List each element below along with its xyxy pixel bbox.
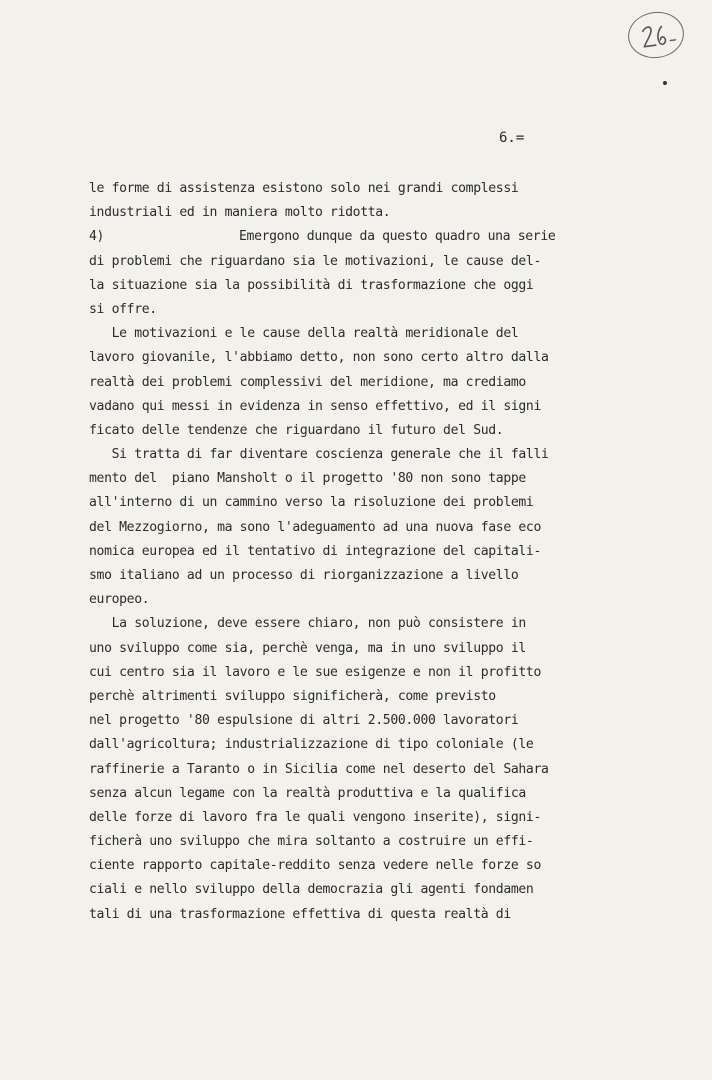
text-line: cui centro sia il lavoro e le sue esigenze e non il profitto xyxy=(89,664,541,680)
text-line: europeo. xyxy=(89,592,150,608)
text-line-numbered xyxy=(89,225,609,249)
text-line: ciali e nello sviluppo della democrazia gli agenti fondamen xyxy=(89,882,534,898)
text-line: all'interno di un cammino verso la risoluzione dei problemi xyxy=(89,495,534,511)
text-line: perchè altrimenti sviluppo significherà, come previsto xyxy=(89,688,496,704)
text-line-content: Emergono dunque da questo quadro una serie xyxy=(239,229,556,245)
text-line: la situazione sia la possibilità di trasformazione che oggi xyxy=(89,277,534,293)
text-line: uno sviluppo come sia, perchè venga, ma in uno sviluppo il xyxy=(89,640,526,656)
handwritten-number-icon xyxy=(626,9,688,62)
text-line: ficato delle tendenze che riguardano il futuro del Sud. xyxy=(89,422,504,438)
text-line: realtà dei problemi complessivi del meridione, ma crediamo xyxy=(89,374,526,390)
text-line: Si tratta di far diventare coscienza generale che il falli xyxy=(89,447,549,463)
text-line: delle forze di lavoro fra le quali vengono inserite), signi- xyxy=(89,809,541,825)
text-line: lavoro giovanile, l'abbiamo detto, non sono certo altro dalla xyxy=(89,350,549,366)
text-line: le forme di assistenza esistono solo nei grandi complessi xyxy=(89,181,519,196)
text-line: di problemi che riguardano sia le motivazioni, le cause del- xyxy=(89,253,541,269)
text-line: nel progetto '80 espulsione di altri 2.500.000 lavoratori xyxy=(89,713,519,729)
text-line: raffinerie a Taranto o in Sicilia come nel deserto del Sahara xyxy=(89,761,549,777)
text-line: dall'agricoltura; industrializzazione di tipo coloniale (le xyxy=(89,737,534,753)
text-line: vadano qui messi in evidenza in senso effettivo, ed il signi xyxy=(89,398,541,414)
text-line: La soluzione, deve essere chiaro, non può consistere in xyxy=(89,616,526,632)
ink-dot xyxy=(663,81,667,85)
text-line: del Mezzogiorno, ma sono l'adeguamento ad una nuova fase eco xyxy=(89,519,541,535)
text-line: Le motivazioni e le cause della realtà meridionale del xyxy=(89,326,519,342)
text-line: si offre. xyxy=(89,301,157,317)
text-line: ciente rapporto capitale-reddito senza vedere nelle forze so xyxy=(89,858,541,874)
text-line: senza alcun legame con la realtà produttiva e la qualifica xyxy=(89,785,526,801)
text-line: mento del piano Mansholt o il progetto '80 non sono tappe xyxy=(89,471,526,487)
text-line: smo italiano ad un processo di riorganizzazione a livello xyxy=(89,568,519,583)
text-line: ficherà uno sviluppo che mira soltanto a costruire un effi- xyxy=(89,834,534,850)
page-number: 6.= xyxy=(499,130,525,146)
body-text xyxy=(89,177,609,927)
list-marker: 4) xyxy=(89,229,105,245)
text-line: tali di una trasformazione effettiva di questa realtà di xyxy=(89,906,511,922)
text-line: industriali ed in maniera molto ridotta. xyxy=(89,205,391,221)
text-line: nomica europea ed il tentativo di integrazione del capitali- xyxy=(89,543,541,559)
archive-stamp xyxy=(625,8,687,61)
